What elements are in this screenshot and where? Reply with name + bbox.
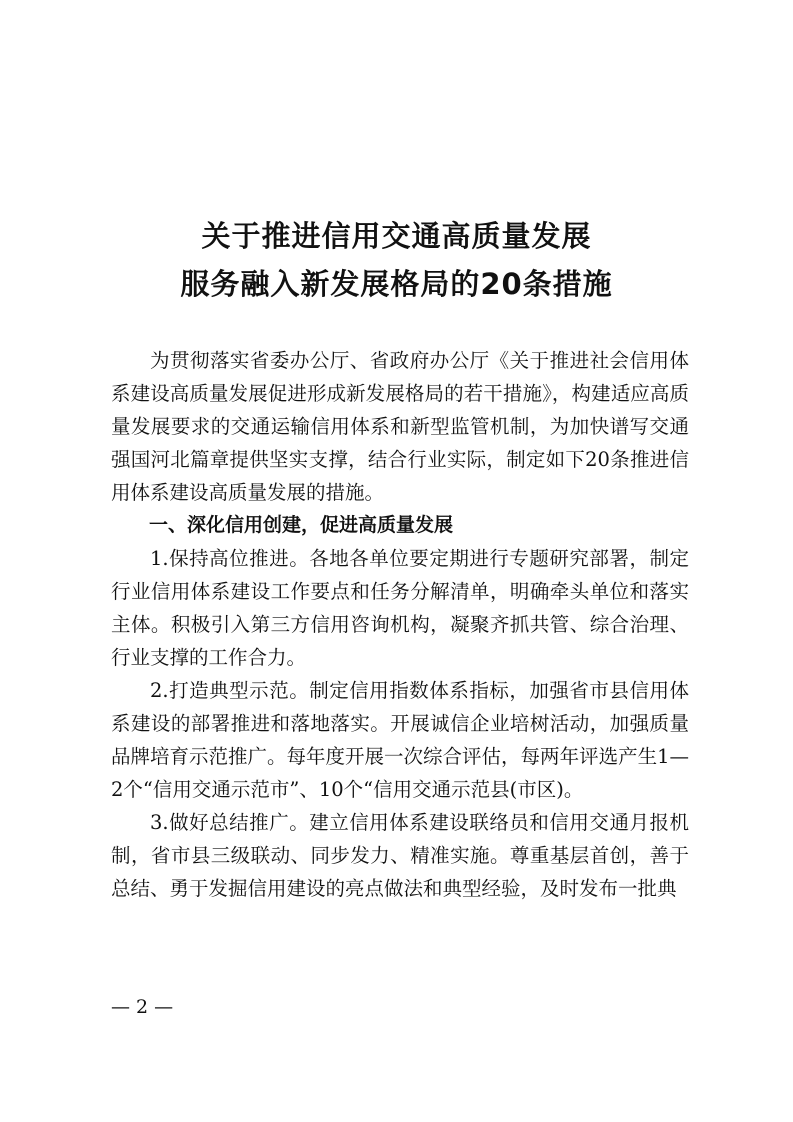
document-title-line-2: 服务融入新发展格局的20条措施	[180, 267, 613, 301]
document-body	[111, 344, 689, 905]
measure-paragraph-2: 2.打造典型示范。制定信用指数体系指标，加强省市县信用体系建设的部署推进和落地落实。开展诚信企业培树活动，加强质量品牌培育示范推广。每年度开展一次综合评估，每两年评选产生1—2个“信用交通示范市”、10个“信用交通示范县(市区)。	[111, 679, 689, 801]
document-title-line-1: 关于推进信用交通高质量发展	[201, 219, 592, 253]
measure-paragraph-1: 1.保持高位推进。各地各单位要定期进行专题研究部署，制定行业信用体系建设工作要点和任务分解清单，明确牵头单位和落实主体。积极引入第三方信用咨询机构，凝聚齐抓共管、综合治理、行业支撑的工作合力。	[111, 547, 689, 669]
section-heading: 一、深化信用创建，促进高质量发展	[149, 514, 454, 536]
page-number: — 2 —	[111, 996, 174, 1018]
measure-paragraph-3: 3.做好总结推广。建立信用体系建设联络员和信用交通月报机制，省市县三级联动、同步发力、精准实施。尊重基层首创，善于总结、勇于发掘信用建设的亮点做法和典型经验，及时发布一批典	[111, 811, 689, 900]
intro-paragraph: 为贯彻落实省委办公厅、省政府办公厅《关于推进社会信用体系建设高质量发展促进形成新发展格局的若干措施》，构建适应高质量发展要求的交通运输信用体系和新型监管机制，为加快谱写交通强国河北篇章提供坚实支撑，结合行业实际，制定如下20条推进信用体系建设高质量发展的措施。	[111, 349, 689, 504]
